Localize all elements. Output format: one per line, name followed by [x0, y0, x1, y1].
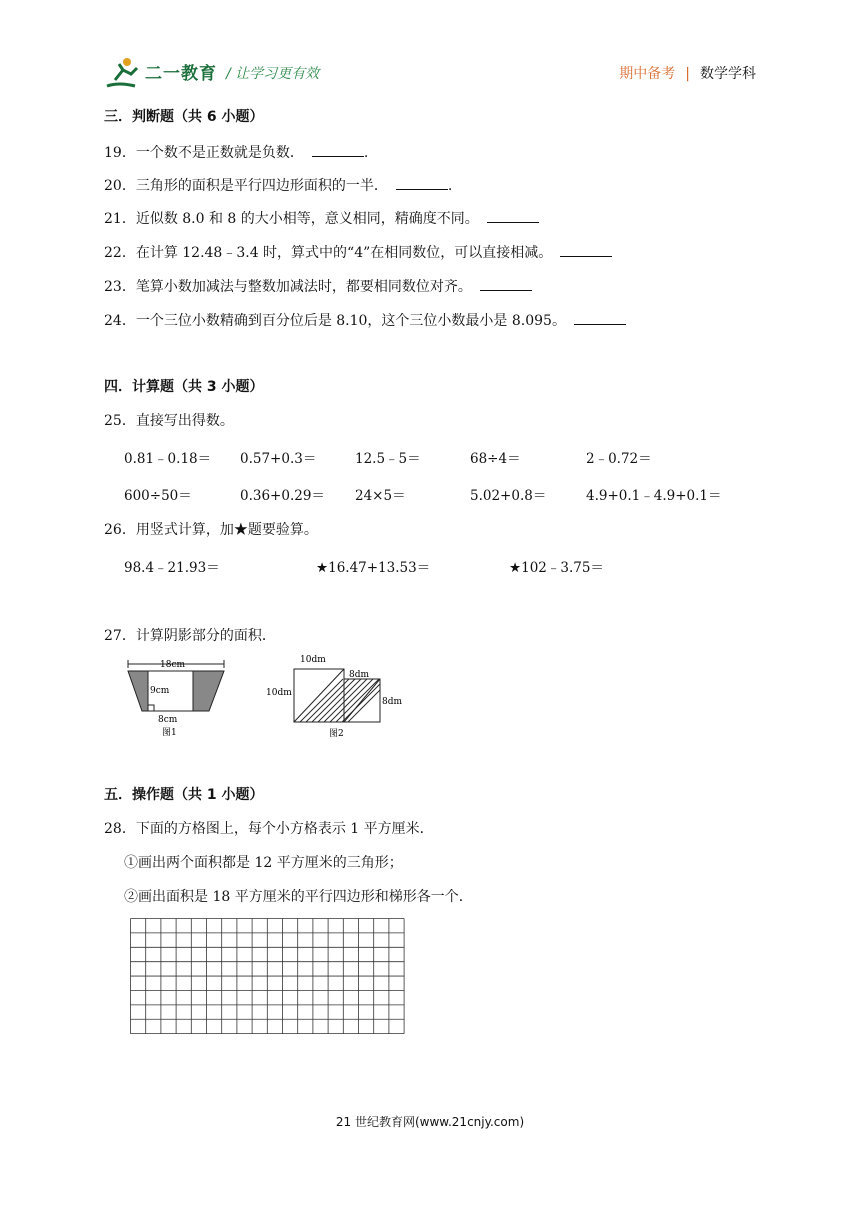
question-text: 22．在计算 12.48﹣3.4 时，算式中的“4”在相同数位，可以直接相减。 — [104, 245, 553, 261]
section3-title: 三．判断题（共 6 小题） — [104, 109, 264, 125]
section5-title: 五．操作题（共 1 小题） — [104, 787, 264, 803]
fig1-bottom-label: 8cm — [158, 715, 178, 725]
square-grid[interactable] — [130, 918, 407, 1035]
question-text: 24．一个三位小数精确到百分位后是 8.10，这个三位小数最小是 8.095。 — [104, 313, 566, 329]
question-19 — [104, 142, 368, 162]
question-trailing: . — [447, 178, 453, 194]
expr-r3-1: 98.4﹣21.93＝ — [124, 560, 220, 576]
header-separator: | — [685, 66, 690, 82]
question-text: 19．一个数不是正数就是负数． — [104, 145, 304, 161]
expr-r2-1: 600÷50＝ — [124, 488, 192, 504]
question-23 — [104, 276, 532, 296]
question-20 — [104, 175, 452, 195]
figure-1 — [120, 653, 235, 743]
expr-r2-4: 5.02+0.8＝ — [470, 488, 547, 504]
question-text: 21．近似数 8.0 和 8 的大小相等，意义相同，精确度不同。 — [104, 211, 479, 227]
expr-r1-4: 68÷4＝ — [470, 451, 521, 467]
logo-text: 二一教育 — [145, 64, 217, 84]
footer: 21 世纪教育网(www.21cnjy.com) — [335, 1115, 525, 1129]
question-28-part2: ②画出面积是 18 平方厘米的平行四边形和梯形各一个． — [124, 889, 473, 905]
answer-blank[interactable] — [560, 244, 612, 257]
question-text: 23．笔算小数加减法与整数加减法时，都要相同数位对齐。 — [104, 279, 472, 295]
fig1-caption: 图1 — [162, 728, 177, 738]
expr-r1-1: 0.81﹣0.18＝ — [124, 451, 212, 467]
fig2-top-label: 10dm — [300, 655, 326, 665]
answer-blank[interactable] — [396, 177, 448, 190]
runner-icon — [105, 56, 145, 90]
header-right — [619, 63, 756, 83]
question-28-part1: ①画出两个面积都是 12 平方厘米的三角形； — [124, 855, 403, 871]
section4-title: 四．计算题（共 3 小题） — [104, 379, 264, 395]
question-27: 27．计算阴影部分的面积． — [104, 628, 276, 644]
question-24 — [104, 310, 626, 330]
fig2-inner-label: 8dm — [349, 670, 370, 680]
expr-r2-5: 4.9+0.1﹣4.9+0.1＝ — [586, 488, 722, 504]
figure-2 — [263, 648, 408, 743]
answer-blank[interactable] — [312, 144, 364, 157]
fig2-caption: 图2 — [329, 729, 344, 739]
fig2-right-label: 8dm — [382, 697, 403, 707]
expr-r1-3: 12.5﹣5＝ — [355, 451, 421, 467]
expr-r3-3: ★102﹣3.75＝ — [509, 560, 604, 576]
answer-blank[interactable] — [487, 210, 539, 223]
answer-blank[interactable] — [574, 312, 626, 325]
slogan: / 让学习更有效 — [226, 66, 320, 82]
subject-label: 数学学科 — [700, 66, 756, 82]
expr-r2-3: 24×5＝ — [355, 488, 406, 504]
fig2-left-label: 10dm — [266, 688, 292, 698]
fig1-height-label: 9cm — [150, 686, 170, 696]
exam-label: 期中备考 — [619, 66, 676, 82]
question-22 — [104, 242, 612, 262]
question-26: 26．用竖式计算，加★题要验算。 — [104, 522, 318, 538]
question-25: 25．直接写出得数。 — [104, 413, 234, 429]
answer-blank[interactable] — [480, 278, 532, 291]
question-trailing: . — [363, 145, 369, 161]
question-21 — [104, 208, 539, 228]
question-text: 20．三角形的面积是平行四边形面积的一半． — [104, 178, 388, 194]
fig1-top-label: 18cm — [160, 660, 186, 670]
expr-r3-2: ★16.47+13.53＝ — [316, 560, 431, 576]
expr-r1-2: 0.57+0.3＝ — [240, 451, 317, 467]
expr-r1-5: 2﹣0.72＝ — [586, 451, 652, 467]
expr-r2-2: 0.36+0.29＝ — [240, 488, 325, 504]
question-28: 28．下面的方格图上，每个小方格表示 1 平方厘米． — [104, 821, 434, 837]
